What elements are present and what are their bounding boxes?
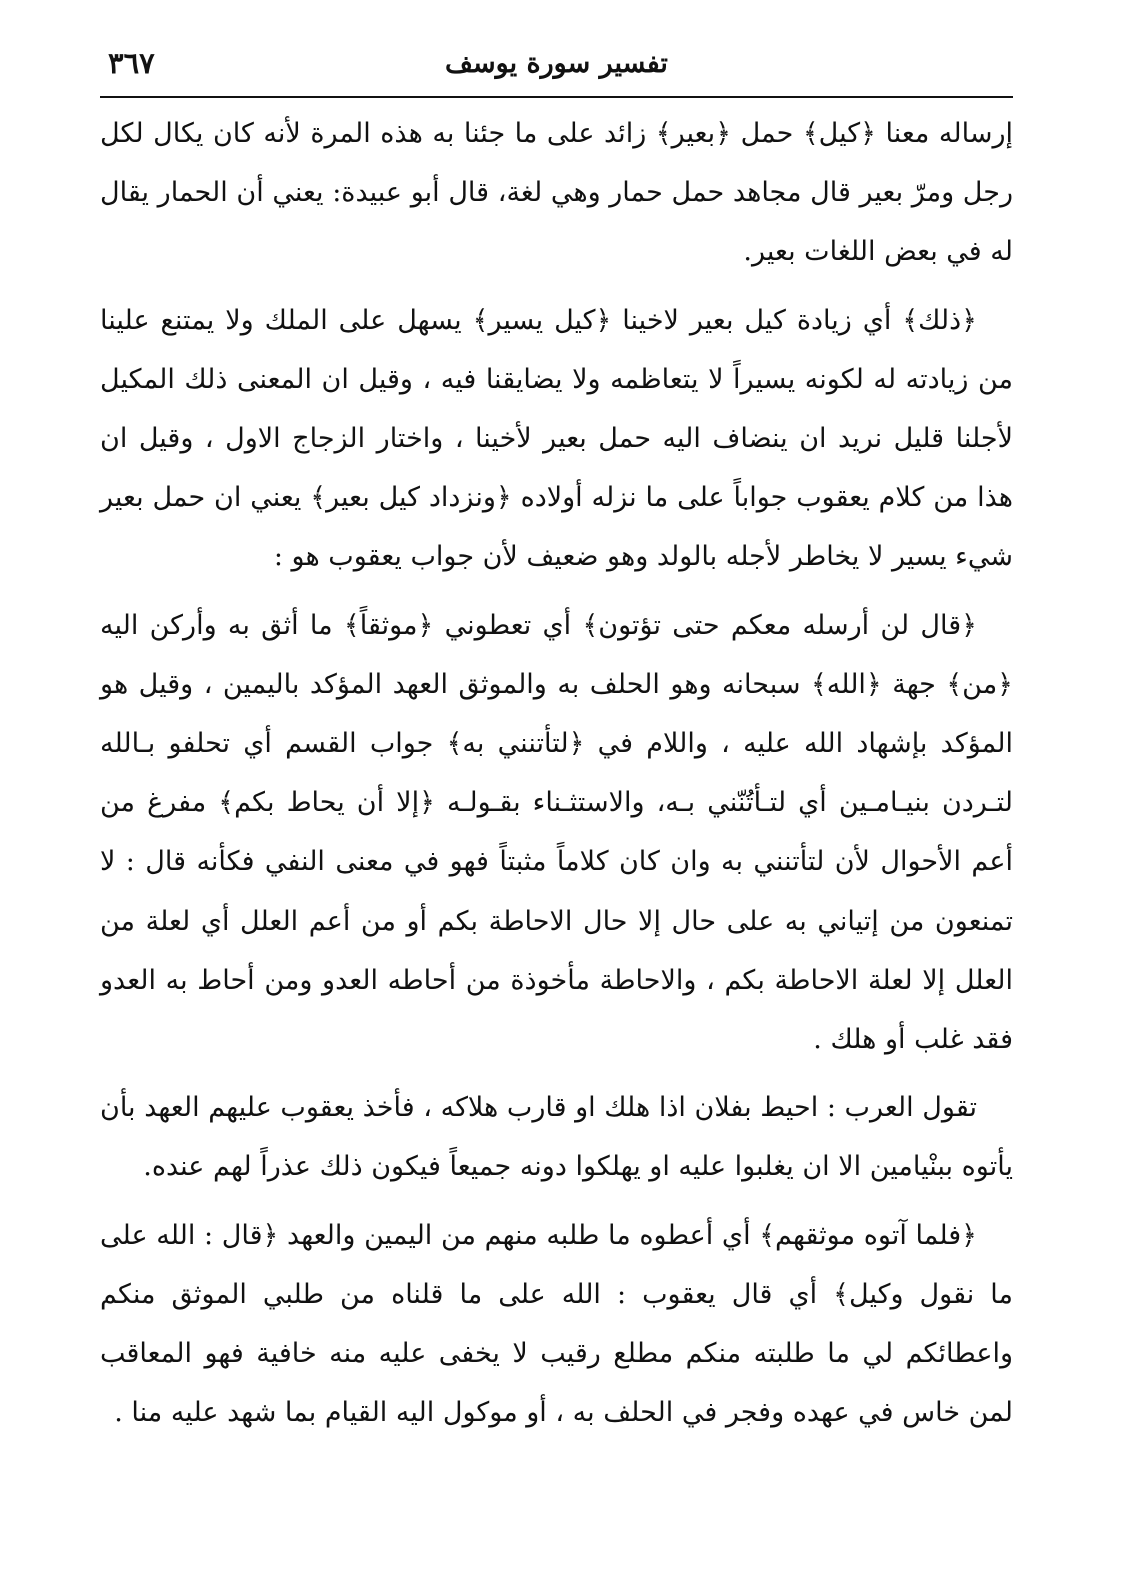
paragraph-4: تقول العرب : احيط بفلان اذا هلك او قارب هلاكه ، فأخذ يعقوب عليهم العهد بأن يأتوه ببنْيامين الا ان يغلبوا عليه او يهلكوا دونه جميعاً فيكون ذلك عذراً لهم عنده. [100, 1092, 1013, 1183]
paragraph-1: إرساله معنا ﴿كيل﴾ حمل ﴿بعير﴾ زائد على ما جئنا به هذه المرة لأنه كان يكال لكل رجل ومرّ بعير قال مجاهد حمل حمار وهي لغة، قال أبو عبيدة: يعني أن الحمار يقال له في بعض اللغات بعير. [100, 118, 1013, 268]
paragraph-5: ﴿فلما آتوه موثقهم﴾ أي أعطوه ما طلبه منهم من اليمين والعهد ﴿قال : الله على ما نقول وكيل﴾ أي قال يعقوب : الله على ما قلناه من طلبي الموثق منكم واعطائكم لي ما طلبته منكم مطلع رقيب لا يخفى عليه منه خافية فهو المعاقب لمن خاس في عهده وفجر في الحلف به ، أو موكول اليه القيام بما شهد عليه منا . [100, 1219, 1013, 1429]
page-header [100, 40, 1013, 88]
page-body [100, 104, 1013, 1451]
header-divider [100, 96, 1013, 98]
book-page [100, 40, 1013, 1429]
paragraph-2: ﴿ذلك﴾ أي زيادة كيل بعير لاخينا ﴿كيل يسير﴾ يسهل على الملك ولا يمتنع علينا من زيادته له لكونه يسيراً لا يتعاظمه ولا يضايقنا فيه ، وقيل ان المعنى ذلك المكيل لأجلنا قليل نريد ان ينضاف اليه حمل بعير لأخينا ، واختار الزجاج الاول ، وقيل ان هذا من كلام يعقوب جواباً على ما نزله أولاده ﴿ونزداد كيل بعير﴾ يعني ان حمل بعير شيء يسير لا يخاطر لأجله بالولد وهو ضعيف لأن جواب يعقوب هو : [100, 304, 1013, 573]
running-title: تفسير سورة يوسف [445, 48, 668, 79]
page-number: ٣٦٧ [108, 46, 155, 80]
paragraph-3: ﴿قال لن أرسله معكم حتى تؤتون﴾ أي تعطوني ﴿موثقاً﴾ ما أثق به وأركن اليه ﴿من﴾ جهة ﴿الله﴾ سبحانه وهو الحلف به والموثق العهد المؤكد باليمين ، وقيل هو المؤكد بإشهاد الله عليه ، واللام في ﴿لتأتنني به﴾ جواب القسم أي تحلفو بـالله لتـردن بنيـامـين أي لتـأتُنّني بـه، والاستثـناء بقـولـه ﴿إلا أن يحاط بكم﴾ مفرغ من أعم الأحوال لأن لتأتنني به وان كان كلاماً مثبتاً فهو في معنى النفي فكأنه قال : لا تمنعون من إتياني به على حال إلا حال الاحاطة بكم أو من أعم العلل أي لعلة من العلل إلا لعلة الاحاطة بكم ، والاحاطة مأخوذة من أحاطه العدو ومن أحاط به العدو فقد غلب أو هلك . [100, 609, 1013, 1056]
